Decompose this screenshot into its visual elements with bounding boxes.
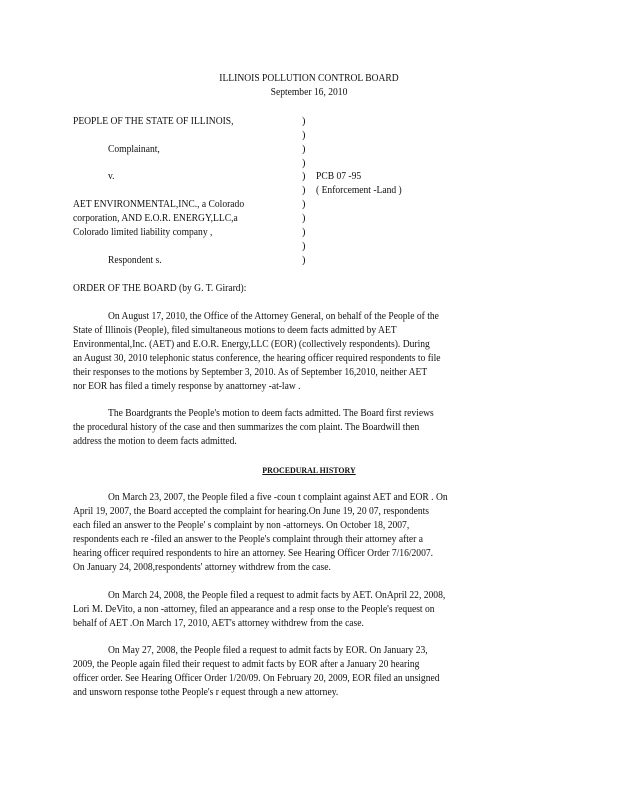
caption-paren: ) bbox=[302, 185, 306, 196]
caption-paren: ) bbox=[302, 241, 306, 252]
para3-line: hearing officer required respondents to hire an attorney. See Hearing Officer Order 7/16/2007. bbox=[73, 548, 434, 559]
respondent-line-3: Colorado limited liability company , bbox=[73, 227, 213, 238]
para3-line: respondents each re -filed an answer to the People's complaint through their attorney after a bbox=[73, 534, 423, 545]
para3-line: April 19, 2007, the Board accepted the complaint for hearing.On June 19, 20 07, respondents bbox=[73, 506, 430, 517]
order-title: ORDER OF THE BOARD (by G. T. Girard): bbox=[73, 283, 247, 294]
para5-line: officer order. See Hearing Officer Order 1/20/09. On February 20, 2009, EOR filed an unsigned bbox=[73, 673, 440, 684]
caption-paren: ) bbox=[302, 116, 306, 127]
para5-line: On May 27, 2008, the People filed a request to admit facts by EOR. On January 23, bbox=[108, 645, 428, 656]
para1-line: their responses to the motions by September 3, 2010. As of September 16,2010, neither AET bbox=[73, 367, 428, 378]
caption-paren: ) bbox=[302, 213, 306, 224]
respondent-line-1: AET ENVIRONMENTAL,INC., a Colorado bbox=[73, 199, 245, 210]
caption-people: PEOPLE OF THE STATE OF ILLINOIS, bbox=[73, 116, 234, 127]
caption-paren: ) bbox=[302, 255, 306, 266]
board-title: ILLINOIS POLLUTION CONTROL BOARD bbox=[219, 73, 399, 84]
caption-paren: ) bbox=[302, 171, 306, 182]
case-number: PCB 07 -95 bbox=[316, 171, 362, 182]
para1-line: State of Illinois (People), filed simultaneous motions to deem facts admitted by AET bbox=[73, 325, 397, 336]
para1-line: On August 17, 2010, the Office of the Attorney General, on behalf of the People of the bbox=[108, 311, 439, 322]
para3-line: On January 24, 2008,respondents' attorney withdrew from the case. bbox=[73, 562, 331, 573]
caption-complainant: Complainant, bbox=[108, 144, 160, 155]
respondent-line-2: corporation, AND E.O.R. ENERGY,LLC,a bbox=[73, 213, 238, 224]
caption-paren: ) bbox=[302, 130, 306, 141]
caption-paren: ) bbox=[302, 199, 306, 210]
para3-line: On March 23, 2007, the People filed a five -coun t complaint against AET and EOR . On bbox=[108, 492, 448, 503]
para1-line: an August 30, 2010 telephonic status conference, the hearing officer required respondents to file bbox=[73, 353, 441, 364]
para4-line: On March 24, 2008, the People filed a request to admit facts by AET. OnApril 22, 2008, bbox=[108, 590, 446, 601]
case-type: ( Enforcement -Land ) bbox=[316, 185, 402, 196]
caption-respondents: Respondent s. bbox=[108, 255, 162, 266]
para5-line: 2009, the People again filed their request to admit facts by EOR after a January 20 hearing bbox=[73, 659, 420, 670]
caption-paren: ) bbox=[302, 144, 306, 155]
caption-paren: ) bbox=[302, 158, 306, 169]
para1-line: nor EOR has filed a timely response by anattorney -at-law . bbox=[73, 381, 301, 392]
para2-line: address the motion to deem facts admitted. bbox=[73, 436, 237, 447]
para4-line: behalf of AET .On March 17, 2010, AET's attorney withdrew from the case. bbox=[73, 618, 364, 629]
para2-line: The Boardgrants the People's motion to deem facts admitted. The Board first reviews bbox=[108, 408, 434, 419]
para2-line: the procedural history of the case and then summarizes the com plaint. The Boardwill then bbox=[73, 422, 420, 433]
para4-line: Lori M. DeVito, a non -attorney, filed an appearance and a resp onse to the People's request on bbox=[73, 604, 435, 615]
para1-line: Environmental,Inc. (AET) and E.O.R. Energy,LLC (EOR) (collectively respondents). During bbox=[73, 339, 430, 350]
caption-paren: ) bbox=[302, 227, 306, 238]
para3-line: each filed an answer to the People' s complaint by non -attorneys. On October 18, 2007, bbox=[73, 520, 410, 531]
para5-line: and unsworn response tothe People's r equest through a new attorney. bbox=[73, 687, 339, 698]
order-date: September 16, 2010 bbox=[270, 87, 348, 98]
section-heading: PROCEDURAL HISTORY bbox=[262, 465, 356, 475]
caption-v: v. bbox=[108, 171, 115, 182]
